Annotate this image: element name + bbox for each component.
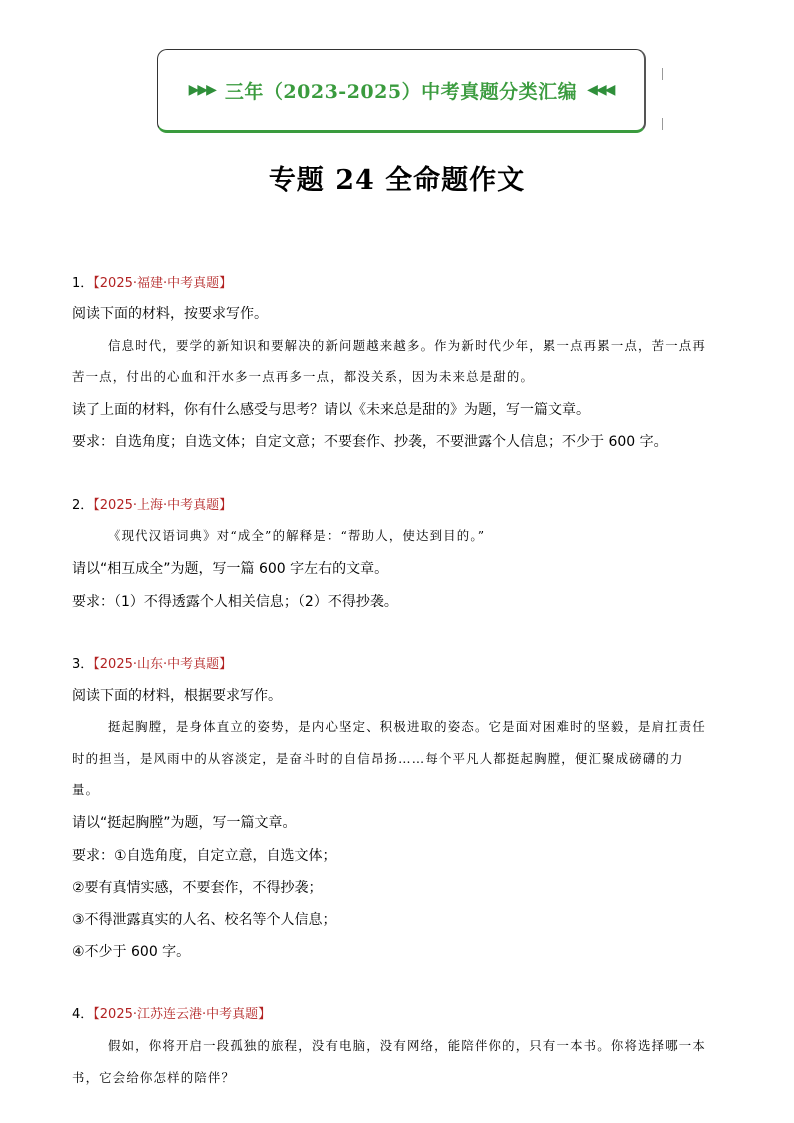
material-line: 时的担当，是风雨中的从容淡定，是奋斗时的自信昂扬……每个平凡人都挺起胸膛，便汇聚成磅礴的力 — [72, 751, 684, 766]
question-header — [72, 1003, 271, 1022]
right-arrows-icon: ▶▶▶ — [188, 82, 215, 98]
question-header — [72, 272, 232, 291]
question-number: 4． — [72, 1007, 94, 1022]
left-arrows-icon: ◀◀◀ — [587, 82, 614, 98]
requirement-line: ④不少于 600 字。 — [72, 944, 191, 960]
banner-title: 三年（2023-2025）中考真题分类汇编 — [224, 80, 578, 103]
question-source: 【2025·上海·中考真题】 — [93, 498, 233, 513]
page-title: 专题 24 全命题作文 — [268, 165, 526, 196]
question-prompt: 请以“挺起胸膛”为题，写一篇文章。 — [72, 815, 297, 831]
question-number: 1． — [72, 276, 94, 291]
material-line: 信息时代，要学的新知识和要解决的新问题越来越多。作为新时代少年，累一点再累一点，苦一点再 — [108, 338, 706, 353]
material-line: 苦一点，付出的心血和汗水多一点再多一点，都没关系，因为未来总是甜的。 — [72, 369, 535, 384]
divider — [662, 118, 663, 130]
question-header — [72, 653, 232, 672]
question-prompt: 读了上面的材料，你有什么感受与思考？请以《未来总是甜的》为题，写一篇文章。 — [72, 402, 590, 418]
requirement-line: 要求：①自选角度，自定立意，自选文体； — [72, 848, 337, 864]
requirement-line: ②要有真情实感，不要套作，不得抄袭； — [72, 880, 323, 896]
header-banner — [157, 49, 646, 133]
requirement-line: ③不得泄露真实的人名、校名等个人信息； — [72, 912, 337, 928]
question-source: 【2025·山东·中考真题】 — [93, 657, 233, 672]
question-prompt: 请以“相互成全”为题，写一篇 600 字左右的文章。 — [72, 561, 389, 577]
material-line: 量。 — [72, 782, 100, 797]
requirement-line: 要求：自选角度；自选文体；自定文意；不要套作、抄袭，不要泄露个人信息；不少于 600 字。 — [72, 434, 668, 450]
question-source: 【2025·福建·中考真题】 — [93, 276, 233, 291]
material-line: 《现代汉语词典》对“成全”的解释是：“帮助人，使达到目的。” — [108, 528, 486, 543]
divider — [662, 68, 663, 80]
question-intro: 阅读下面的材料，按要求写作。 — [72, 306, 268, 322]
material-line: 假如，你将开启一段孤独的旅程，没有电脑，没有网络，能陪伴你的，只有一本书。你将选择哪一本 — [108, 1038, 706, 1053]
requirement-line: 要求：（1）不得透露个人相关信息；（2）不得抄袭。 — [72, 594, 398, 610]
material-line: 挺起胸膛，是身体直立的姿势，是内心坚定、积极进取的姿态。它是面对困难时的坚毅，是肩扛责任 — [108, 719, 706, 734]
question-intro: 阅读下面的材料，根据要求写作。 — [72, 688, 282, 704]
question-number: 2． — [72, 498, 94, 513]
question-source: 【2025·江苏连云港·中考真题】 — [93, 1007, 272, 1022]
material-line: 书，它会给你怎样的陪伴？ — [72, 1070, 236, 1085]
question-number: 3． — [72, 657, 94, 672]
question-header — [72, 494, 232, 513]
